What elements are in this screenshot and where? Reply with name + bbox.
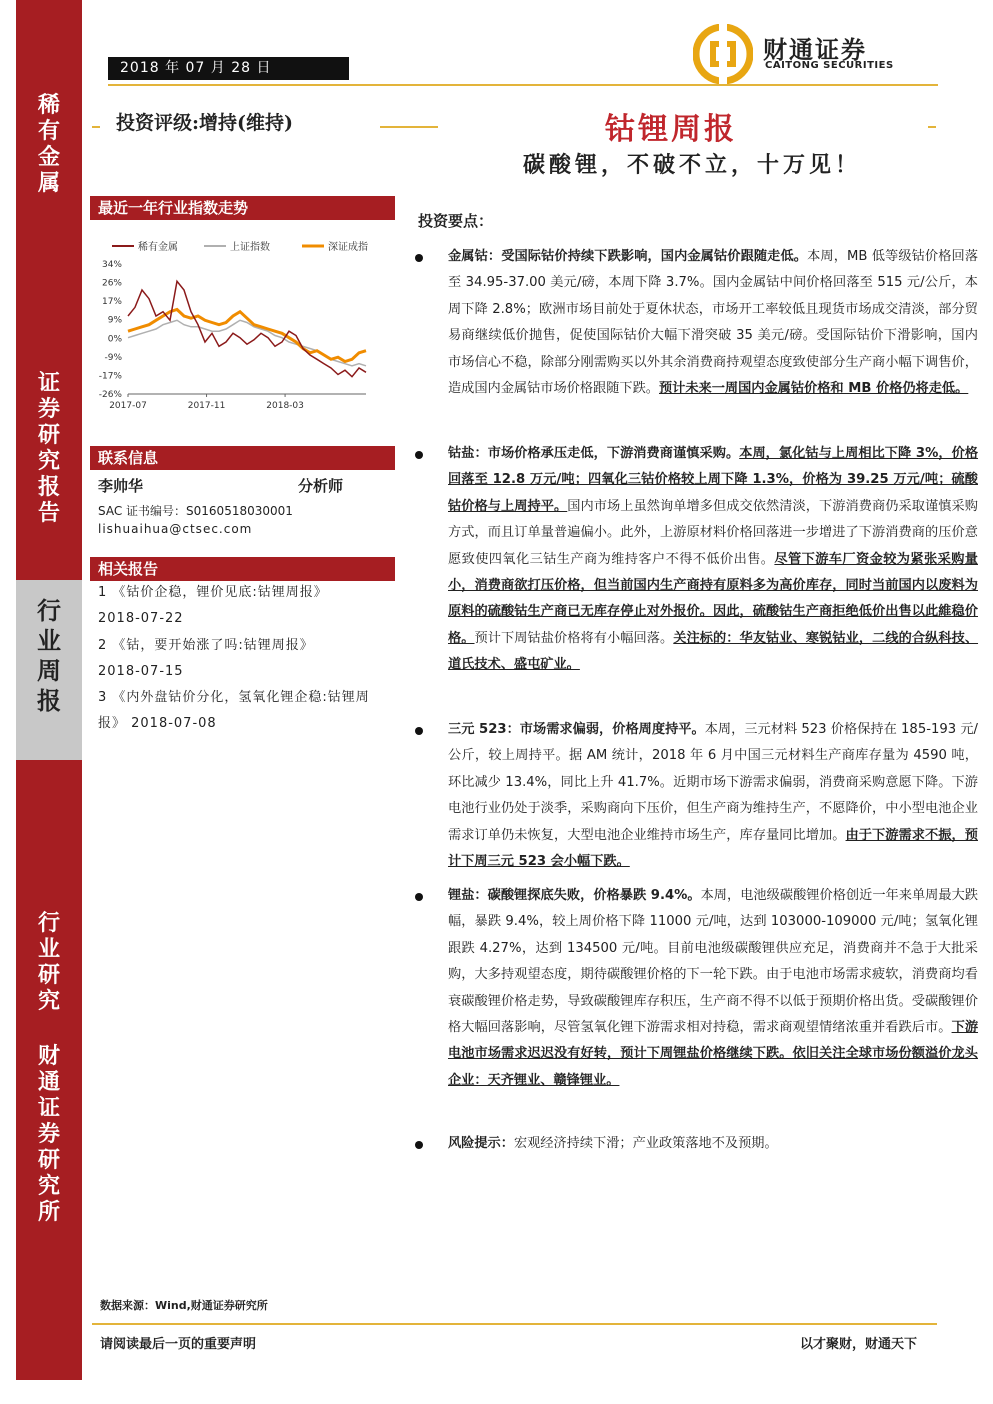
legend-label-2: 上证指数 [230,242,270,253]
report-type-label: 证 券 研 究 报 告 [37,370,60,526]
institute-label: 财 通 证 券 研 究 所 [37,1043,60,1225]
category-block [16,580,82,760]
dash-left [92,126,100,128]
logo-en: CAITONG SECURITIES [765,60,894,71]
related-report-2-title: 2 《钴，要开始涨了吗:钴锂周报》 [98,638,314,653]
p3-body: 本周，三元材料 523 价格保持在 185-193 元/公斤，较上周持平。据 AM 统计，2018 年 6 月中国三元材料生产商库存量为 4590 吨，环比减少 13.4%，同比上升 41.7%。近期市场下游需求偏弱，消费商采购意愿下降。下游电池行业仍处于淡季，采购商向下压价，但生产商为维持生产，不愿降价，中小型电池企业需求订单仍未恢复，大型电池企业维持市场生产，库存量同比增加。 [448,722,978,843]
p3-emphasis: 由于下游需求不振，预计下周三元 523 会小幅下跌。 [448,827,978,870]
bullet-icon [415,451,423,459]
paragraph-lithium-salt [448,883,978,1094]
logo-emblem-icon [693,24,753,84]
y-tick-label: 9% [107,315,122,326]
related-report-1-date: 2018-07-22 [98,611,184,626]
p2-emphasis-1: 本周，氯化钴与上周相比下降 3%，价格回落至 12.8 万元/吨；四氧化三钴价格较上周下降 1.3%，价格为 39.25 万元/吨；硫酸钴价格与上周持平。 [448,446,979,514]
sector-text: 稀 有 金 属 [37,92,60,196]
bullet-icon [415,254,423,262]
research-label: 行 业 研 究 [37,910,60,1014]
related-report-1-title: 1 《钴价企稳，锂价见底:钴锂周报》 [98,585,328,600]
report-date: 2018 年 07 月 28 日 [108,57,349,80]
related-report-2[interactable] [98,633,393,685]
index-section-title: 最近一年行业指数走势 [90,196,395,220]
related-report-1[interactable] [98,580,393,632]
bullet-icon [415,1141,423,1149]
y-tick-label: -17% [98,371,122,382]
footer-rule [92,1323,937,1325]
bullet-icon [415,893,423,901]
p2-body-2: 预计下周钴盐价格将有小幅回落。 [474,630,674,646]
p1-body: 本周，MB 低等级钴价格回落至 34.95-37.00 美元/磅，本周下降 3.7%。国内金属钴中间价格回落至 515 元/公斤，本周下降 2.8%；欧洲市场目前处于夏休状态，市场开工率较低且现货市场成交清淡，部分贸易商继续低价抛售，促使国际钴价大幅下滑突破 35 美元/磅。受国际钴价下滑影响，国内市场信心不稳，除部分刚需购买以外其余消费商持观望态度致使部分生产商小幅下调售价，造成国内金属钴市场价格跟随下跌。 [448,249,979,397]
logo-cn: 财通证券 [763,35,867,64]
related-report-3[interactable] [98,685,393,737]
p1-emphasis: 预计未来一周国内金属钴价格和 MB 价格仍将走低。 [659,381,969,397]
paragraph-ternary-523 [448,717,978,875]
dash-right [928,126,936,128]
y-tick-label: 34% [101,260,122,270]
x-tick-label: 2017-07 [109,401,147,411]
p4-emphasis: 下游电池市场需求迟迟没有好转，预计下周锂盐价格继续下跌。依旧关注全球市场份额溢价龙头企业：天齐锂业、赣锋锂业。 [448,1020,979,1088]
sac-number: SAC 证书编号：S0160518030001 [98,504,293,518]
x-tick-label: 2017-11 [187,401,226,411]
contact-section-title: 联系信息 [90,446,395,470]
p1-lead: 金属钴：受国际钴价持续下跌影响，国内金属钴价跟随走低。 [448,249,808,264]
series-line-1 [128,281,366,376]
y-tick-label: -9% [104,352,122,363]
x-tick-label: 2018-03 [266,401,304,411]
analyst-role: 分析师 [298,477,344,495]
y-tick-label: 0% [107,334,122,345]
related-section-title: 相关报告 [90,557,395,581]
header-rule [108,84,938,86]
related-report-3-title: 3 《内外盘钴价分化，氢氧化锂企稳:钴锂周 [98,690,370,705]
investment-rating: 投资评级:增持(维持) [116,112,293,134]
key-points-title: 投资要点： [418,212,494,230]
report-subtitle: 碳酸锂，不破不立，十万见！ [523,152,862,178]
bullet-icon [415,727,423,735]
p5-body: 宏观经济持续下滑；产业政策落地不及预期。 [513,1136,778,1151]
legend-label-3: 深证成指 [328,242,368,253]
p5-lead: 风险提示： [448,1136,514,1151]
paragraph-cobalt-metal [448,244,978,402]
p2-emphasis-2: 尽管下游车厂资金较为紧张采购量小，消费商欲打压价格，但当前国内生产商持有原料多为高价库存，同时当前国内以废料为原料的硫酸钴生产商已无库存停止对外报价。因此，硫酸钴生产商拒绝低价出售以此維稳价格。 [448,551,978,646]
sector-label [16,92,82,196]
data-source: 数据来源：Wind,财通证券研究所 [100,1299,268,1312]
index-chart [92,230,382,420]
dash-mid [380,126,438,128]
analyst-email[interactable]: lishuaihua@ctsec.com [98,522,253,536]
y-tick-label: -26% [98,390,122,400]
index-chart-svg [92,230,382,420]
p2-lead: 钴盐：市场价格承压走低，下游消费商谨慎采购。 [448,446,740,461]
p3-lead: 三元 523：市场需求偏弱，价格周度持平。 [448,722,705,737]
p2-emphasis-3: 关注标的：华友钴业、寒锐钴业，二线的合纵科技、道氏技术、盛屯矿业。 [448,630,979,673]
analyst-name: 李帅华 [98,477,144,495]
company-logo [693,24,923,84]
paragraph-cobalt-salt [448,441,978,679]
disclaimer-note: 请阅读最后一页的重要声明 [100,1337,257,1352]
y-tick-label: 26% [101,278,122,289]
company-slogan: 以才聚财，财通天下 [800,1337,918,1352]
related-report-2-date: 2018-07-15 [98,664,184,679]
paragraph-risk [448,1131,978,1157]
p2-body-1: 国内市场上虽然询单增多但成交依然清淡，下游消费商仍采取谨慎采购方式，而且订单量普遍偏小。此外，上游原材料价格回落进一步增进了下游消费商的压价意愿致使四氧化三钴生产商为维持客户不得不低价出售。 [448,498,978,567]
p4-lead: 锂盐：碳酸锂探底失败，价格暴跌 9.4%。 [448,888,701,903]
left-sidebar [16,0,82,1380]
report-title: 钴锂周报 [605,112,737,147]
legend-label-1: 稀有金属 [138,242,178,253]
related-report-3-date: 报》 2018-07-08 [98,716,217,731]
y-tick-label: 17% [101,297,122,308]
p4-body: 本周，电池级碳酸锂价格创近一年来单周最大跌幅，暴跌 9.4%，较上周价格下降 11000 元/吨，达到 103000-109000 元/吨；氢氧化锂跟跌 4.27%，达到 134500 元/吨。目前电池级碳酸锂供应充足，消费商并不急于大批采购，大多持观望态度，期待碳酸锂价格的下一轮下跌。由于电池市场需求疲软，消费商均看衰碳酸锂价格走势，导致碳酸锂库存积压，生产商不得不以低于预期价格出货。受碳酸锂价格大幅回落影响，尽管氢氧化锂下游需求相对持稳，需求商观望情绪浓重并看跌后市。 [448,888,978,1036]
series-line-3 [128,310,366,362]
category-label: 行 业 周 报 [37,596,61,715]
